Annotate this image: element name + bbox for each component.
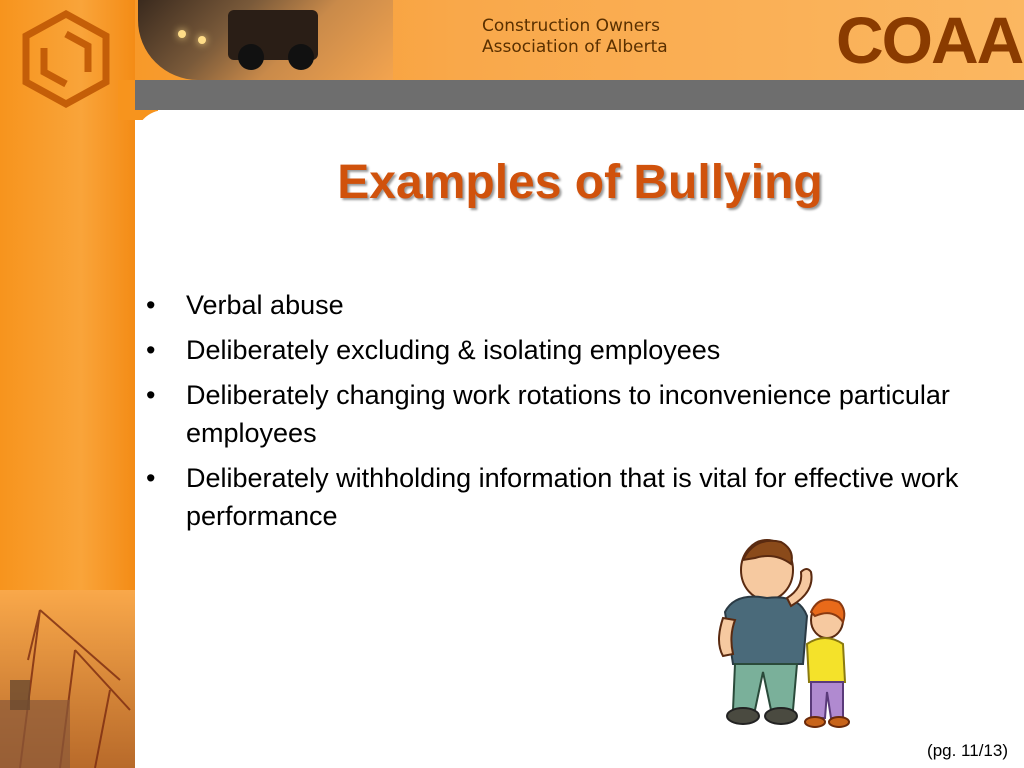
truck-wheel [238,44,264,70]
list-item [142,286,972,324]
bullet-text: Verbal abuse [186,290,344,320]
bullet-icon: • [146,463,156,493]
headlight [198,36,206,44]
bullet-icon: • [146,290,156,320]
hexagon-logo-icon [18,8,114,112]
crane-photo [0,590,135,768]
org-line-1: Construction Owners [482,16,661,36]
bully-and-child-clipart [715,532,865,732]
bullet-text: Deliberately excluding & isolating employees [186,335,721,365]
headlight [178,30,186,38]
bullet-icon: • [146,380,156,410]
page-reference: (pg. 11/13) [927,741,1008,760]
slide-title: Examples of Bullying [337,156,823,209]
list-item [142,376,972,452]
bullet-text: Deliberately changing work rotations to inconvenience particular employees [186,380,950,448]
mining-truck-photo [138,0,393,80]
bullet-text: Deliberately withholding information that is vital for effective work performance [186,463,959,531]
list-item [142,459,972,535]
org-line-2: Association of Alberta [482,37,668,57]
truck-wheel [288,44,314,70]
org-acronym: COAA [836,3,1023,77]
list-item [142,331,972,369]
header-gray-bar [135,80,1024,110]
bullet-icon: • [146,335,156,365]
organization-name [482,16,668,58]
bullet-list [142,286,972,542]
